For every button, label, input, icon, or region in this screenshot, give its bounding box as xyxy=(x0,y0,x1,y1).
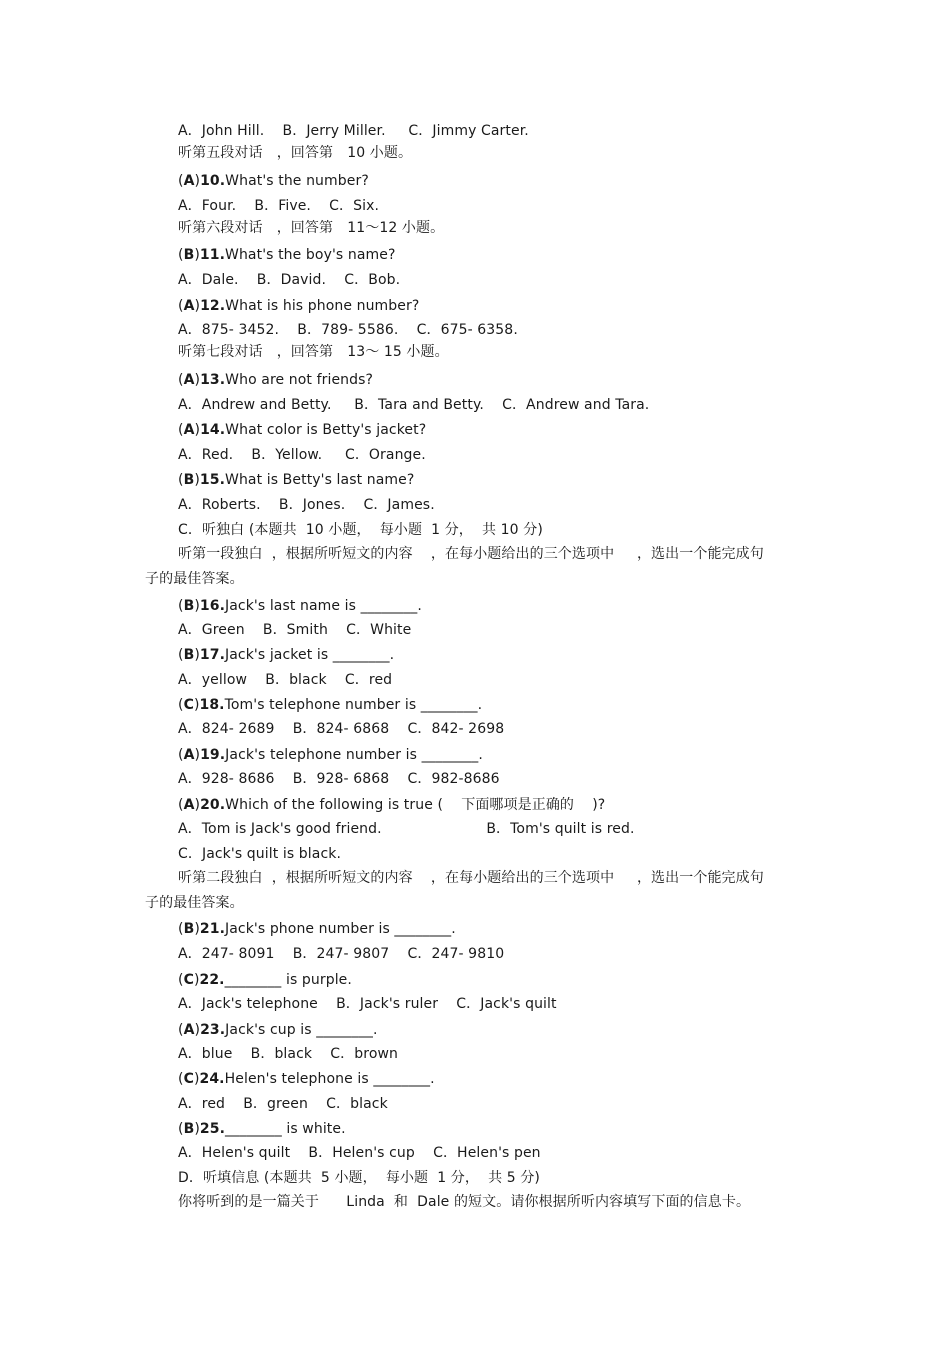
question-number: 15. xyxy=(199,472,226,488)
section-c-heading: C．听独白 (本题共 10 小题， 每小题 1 分， 共 10 分) xyxy=(178,522,543,538)
section-d-instruction: 你将听到的是一篇关于 Linda 和 Dale 的短文。请你根据所听内容填写下面的信息卡。 xyxy=(178,1194,751,1210)
question-24: (C)24.Helen's telephone is ________. xyxy=(178,1071,435,1087)
question-text: What is Betty's last name? xyxy=(225,472,415,488)
question-number: 14. xyxy=(200,422,226,438)
question-12: (A)12.What is his phone number? xyxy=(178,298,420,314)
q13-options: A．Andrew and Betty. B．Tara and Betty. C．Andrew and Tara. xyxy=(178,397,650,413)
question-number: 12. xyxy=(200,298,226,314)
q24-options: A．red B．green C．black xyxy=(178,1096,388,1112)
question-number: 19. xyxy=(200,747,226,763)
question-number: 13. xyxy=(200,372,226,388)
question-11: (B)11.What's the boy's name? xyxy=(178,247,396,263)
question-number: 22. xyxy=(199,972,225,988)
q20-options-row1: A．Tom is Jack's good friend. B．Tom's quilt is red. xyxy=(178,821,635,837)
question-text: Jack's last name is ________. xyxy=(225,598,422,614)
answer-key: B xyxy=(183,1121,195,1137)
q25-options: A．Helen's quilt B．Helen's cup C．Helen's pen xyxy=(178,1145,541,1161)
question-text: What's the boy's name? xyxy=(225,247,396,263)
answer-key: C xyxy=(183,972,194,988)
question-number: 24. xyxy=(199,1071,225,1087)
monologue-instruction-cont: 子的最佳答案。 xyxy=(145,895,244,911)
question-16: (B)16.Jack's last name is ________. xyxy=(178,598,422,614)
question-number: 25. xyxy=(199,1121,226,1137)
question-text: Jack's telephone number is ________. xyxy=(225,747,483,763)
answer-key: A xyxy=(183,1022,195,1038)
question-number: 17. xyxy=(199,647,226,663)
question-text: Jack's jacket is ________. xyxy=(225,647,395,663)
q22-options: A．Jack's telephone B．Jack's ruler C．Jack's quilt xyxy=(178,996,557,1012)
q10-options: A．Four. B．Five. C．Six. xyxy=(178,198,380,214)
q12-options: A．875- 3452. B．789- 5586. C．675- 6358. xyxy=(178,322,518,338)
answer-key: A xyxy=(183,372,195,388)
q19-options: A．928- 8686 B．928- 6868 C．982-8686 xyxy=(178,771,500,787)
q23-options: A．blue B．black C．brown xyxy=(178,1046,399,1062)
question-18: (C)18.Tom's telephone number is ________. xyxy=(178,697,483,713)
question-15: (B)15.What is Betty's last name? xyxy=(178,472,415,488)
q16-options: A．Green B．Smith C．White xyxy=(178,622,412,638)
monologue-instruction: 听第二段独白 ，根据所听短文的内容 ，在每小题给出的三个选项中 ，选出一个能完成句 xyxy=(178,870,764,886)
question-20: (A)20.Which of the following is true ( 下面哪项是正确的 )? xyxy=(178,797,606,813)
question-text: Jack's phone number is ________. xyxy=(225,921,456,937)
question-number: 20. xyxy=(200,797,226,813)
q11-options: A．Dale. B．David. C．Bob. xyxy=(178,272,401,288)
answer-key: B xyxy=(183,921,195,937)
answer-key: B xyxy=(183,598,195,614)
monologue-instruction-cont: 子的最佳答案。 xyxy=(145,571,244,587)
question-number: 11. xyxy=(199,247,226,263)
answer-key: A xyxy=(183,747,195,763)
section-instruction: 听第五段对话 ，回答第 10 小题。 xyxy=(178,145,413,161)
q14-options: A．Red. B．Yellow. C．Orange. xyxy=(178,447,426,463)
answer-key: A xyxy=(183,797,195,813)
question-21: (B)21.Jack's phone number is ________. xyxy=(178,921,456,937)
question-19: (A)19.Jack's telephone number is ________. xyxy=(178,747,483,763)
question-number: 10. xyxy=(200,173,226,189)
question-22: (C)22.________ is purple. xyxy=(178,972,352,988)
question-text: Who are not friends? xyxy=(225,372,374,388)
answer-key: C xyxy=(183,697,194,713)
section-instruction: 听第六段对话 ，回答第 11～12 小题。 xyxy=(178,220,445,236)
question-13: (A)13.Who are not friends? xyxy=(178,372,374,388)
q17-options: A．yellow B．black C．red xyxy=(178,672,393,688)
answer-key: A xyxy=(183,298,195,314)
question-text: ________ is white. xyxy=(225,1121,346,1137)
question-text: Jack's cup is ________. xyxy=(225,1022,378,1038)
question-number: 23. xyxy=(200,1022,226,1038)
q21-options: A．247- 8091 B．247- 9807 C．247- 9810 xyxy=(178,946,505,962)
q18-options: A．824- 2689 B．824- 6868 C．842- 2698 xyxy=(178,721,505,737)
answer-key: B xyxy=(183,247,195,263)
question-23: (A)23.Jack's cup is ________. xyxy=(178,1022,378,1038)
question-text: Tom's telephone number is ________. xyxy=(224,697,483,713)
q15-options: A．Roberts. B．Jones. C．James. xyxy=(178,497,435,513)
question-text: ________ is purple. xyxy=(224,972,352,988)
question-25: (B)25.________ is white. xyxy=(178,1121,346,1137)
q20-options-row2: C．Jack's quilt is black. xyxy=(178,846,342,862)
question-text: Which of the following is true ( 下面哪项是正确的 )? xyxy=(225,797,606,813)
section-instruction: 听第七段对话 ，回答第 13～ 15 小题。 xyxy=(178,344,449,360)
question-number: 18. xyxy=(199,697,225,713)
answer-key: A xyxy=(183,173,195,189)
question-text: What's the number? xyxy=(225,173,369,189)
question-text: What is his phone number? xyxy=(225,298,420,314)
question-text: What color is Betty's jacket? xyxy=(225,422,427,438)
question-10: (A)10.What's the number? xyxy=(178,173,369,189)
question-14: (A)14.What color is Betty's jacket? xyxy=(178,422,427,438)
answer-key: B xyxy=(183,472,195,488)
answer-key: B xyxy=(183,647,195,663)
answer-key: A xyxy=(183,422,195,438)
question-text: Helen's telephone is ________. xyxy=(224,1071,435,1087)
q9-options: A．John Hill. B．Jerry Miller. C．Jimmy Carter. xyxy=(178,123,529,139)
monologue-instruction: 听第一段独白 ，根据所听短文的内容 ，在每小题给出的三个选项中 ，选出一个能完成句 xyxy=(178,546,764,562)
section-d-heading: D．听填信息 (本题共 5 小题， 每小题 1 分， 共 5 分) xyxy=(178,1170,540,1186)
question-17: (B)17.Jack's jacket is ________. xyxy=(178,647,395,663)
question-number: 21. xyxy=(199,921,226,937)
question-number: 16. xyxy=(199,598,226,614)
answer-key: C xyxy=(183,1071,194,1087)
